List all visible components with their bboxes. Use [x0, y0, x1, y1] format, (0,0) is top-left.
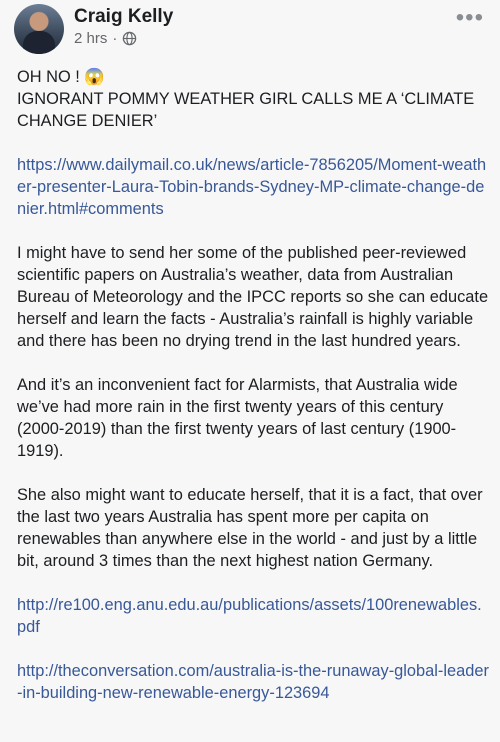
paragraph-rainfall: And it’s an inconvenient fact for Alarmists, that Australia wide we’ve had more rain in the first twenty years of this century (2000-2019) than the first twenty years of last century (1900-1919).: [17, 376, 458, 460]
paragraph-weather: I might have to send her some of the published peer-reviewed scientific papers on Australia’s weather, data from Australian Bureau of Meteorology and the IPCC reports so she can educate herself and learn the facts - Australia’s rainfall is highly variable and there has been no drying trend in the last hundred years.: [17, 244, 489, 350]
paragraph-renewables: She also might want to educate herself, that it is a fact, that over the last two years Australia has spent more per capita on renewables than anywhere else in the world - and just by a little bit, around 3 times than the next highest nation Germany.: [17, 486, 483, 570]
conversation-link[interactable]: http://theconversation.com/australia-is-the-runaway-global-leader-in-building-new-renewable-energy-123694: [17, 662, 489, 702]
post-time[interactable]: 2 hrs: [74, 30, 108, 47]
meta-separator: ·: [112, 30, 118, 47]
post-meta: [74, 30, 137, 47]
post-header: [0, 0, 500, 58]
author-name[interactable]: Craig Kelly: [74, 6, 174, 27]
post-body: [17, 66, 489, 726]
headline-line-2: IGNORANT POMMY WEATHER GIRL CALLS ME A ‘CLIMATE CHANGE DENIER’: [17, 90, 475, 130]
article-link[interactable]: https://www.dailymail.co.uk/news/article-7856205/Moment-weather-presenter-Laura-Tobin-brands-Sydney-MP-climate-change-denier.html#comments: [17, 156, 487, 218]
more-options-icon[interactable]: •••: [455, 4, 484, 31]
avatar[interactable]: [14, 4, 64, 54]
headline-line-1: OH NO ! 😱: [17, 68, 105, 86]
globe-icon[interactable]: [122, 31, 137, 46]
anu-pdf-link[interactable]: http://re100.eng.anu.edu.au/publications/assets/100renewables.pdf: [17, 596, 482, 636]
